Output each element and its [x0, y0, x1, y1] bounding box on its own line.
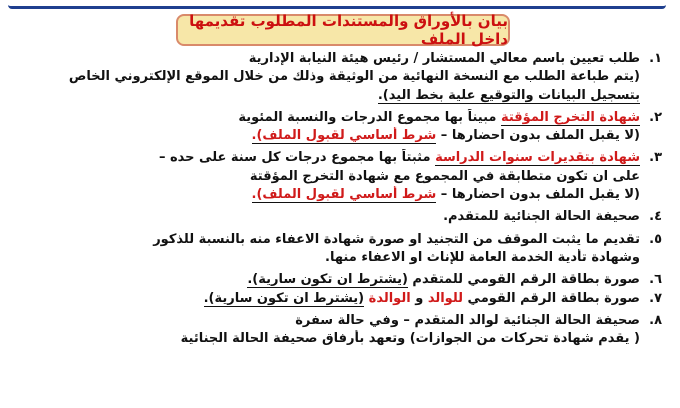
- requirements-list: [22, 50, 662, 408]
- item-condition: (يشترط ان تكون سارية).: [247, 272, 408, 288]
- item-number: ١.: [649, 51, 662, 66]
- item-text: ( يقدم شهادة تحركات من الجوازات) وتعهد بأرفاق صحيفة الحالة الجنائية: [180, 331, 640, 347]
- item-text: صحيفة الحالة الجنائية للمتقدم.: [443, 209, 640, 225]
- item-lead-highlight: شهادة التخرج المؤقتة: [500, 109, 640, 125]
- item-lead-highlight: شهادة بتقديرات سنوات الدراسة: [435, 150, 640, 166]
- item-text-underlined: بتسجيل البيانات والتوقيع علية بخط اليد).: [377, 87, 640, 103]
- item-text: طلب تعيين باسم معالي المستشار / رئيس هيئة النيابة الإدارية: [248, 51, 640, 66]
- list-item-1: [22, 50, 662, 105]
- item-number: ٣.: [649, 150, 662, 166]
- item-condition: (يشترط ان تكون سارية).: [203, 290, 365, 306]
- list-item-7: [22, 290, 662, 308]
- document-title-box: [176, 14, 510, 46]
- item-number: ٥.: [649, 231, 662, 247]
- item-number: ٨.: [649, 312, 662, 328]
- item-mother-highlight: الوالدة: [368, 290, 411, 306]
- list-item-4: [22, 208, 662, 226]
- item-father-highlight: للوالد: [427, 290, 464, 306]
- item-text: مثبتاً بها مجموع درجات كل سنة على حده –: [158, 150, 431, 166]
- item-number: ٢.: [649, 109, 662, 125]
- item-text: صورة بطاقة الرقم القومي: [467, 290, 640, 306]
- item-text: صورة بطاقة الرقم القومي للمتقدم: [412, 272, 640, 288]
- item-text: مبيناً بها مجموع الدرجات والنسبة المئوية: [238, 109, 497, 125]
- list-item-2: [22, 109, 662, 146]
- item-conjunction: و: [415, 290, 424, 306]
- item-text: على ان تكون متطابقة في المجموع مع شهادة التخرج المؤقتة: [249, 168, 640, 184]
- list-item-3: [22, 149, 662, 204]
- item-text: وشهادة تأدية الخدمة العامة للإناث او الاعفاء منها.: [325, 249, 640, 265]
- item-text: تقديم ما يثبت الموقف من التجنيد او صورة شهادة الاعفاء منه بالنسبة للذكور: [153, 231, 640, 247]
- header-rule: [8, 0, 666, 9]
- item-text: (يتم طباعة الطلب مع النسخة النهائية من الوثيقة وذلك من خلال الموقع الإلكتروني الخاص: [68, 69, 640, 85]
- item-number: ٦.: [649, 272, 662, 288]
- document-title: بيان بالأوراق والمستندات المطلوب تقديمها داخل الملف: [189, 12, 508, 48]
- item-note: (لا يقبل الملف بدون احضارها –: [440, 187, 640, 203]
- list-item-6: [22, 271, 662, 289]
- list-item-8: [22, 312, 662, 349]
- item-condition: شرط أساسي لقبول الملف).: [251, 187, 437, 203]
- item-number: ٧.: [649, 290, 662, 306]
- item-number: ٤.: [649, 209, 662, 225]
- item-condition: شرط أساسي لقبول الملف).: [251, 128, 437, 144]
- list-item-5: [22, 231, 662, 268]
- item-text: صحيفة الحالة الجنائية لوالد المتقدم – وفي حالة سفرة: [295, 312, 640, 328]
- item-note: (لا يقبل الملف بدون احضارها –: [440, 128, 640, 144]
